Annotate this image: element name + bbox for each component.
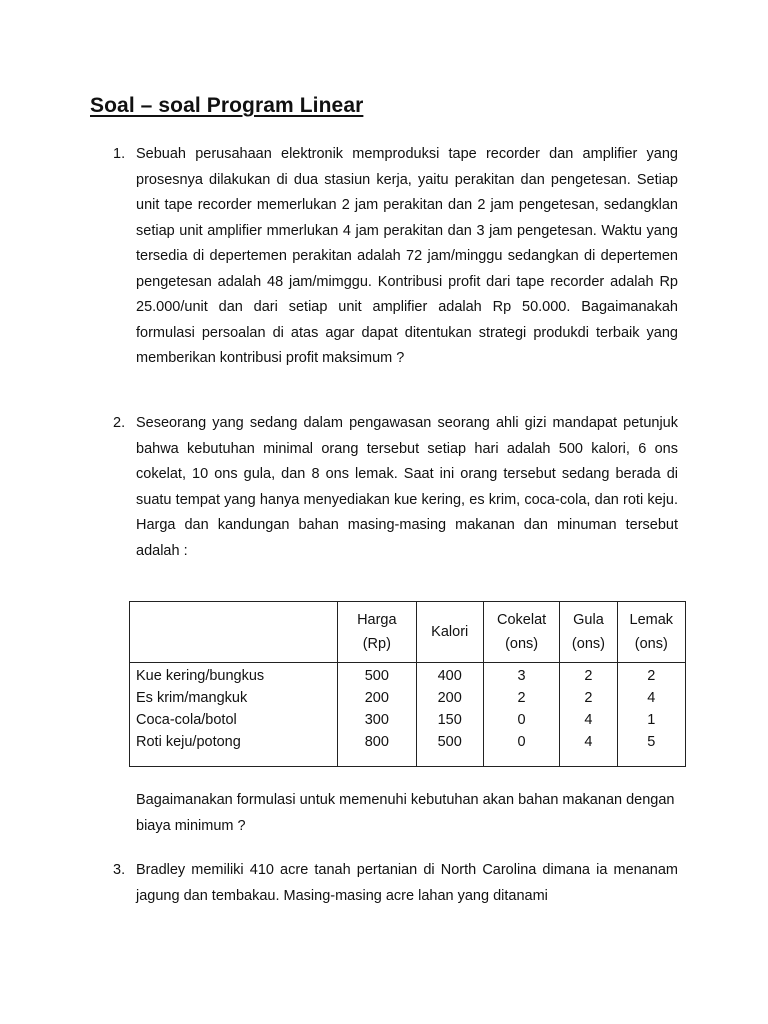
kalori-value: 400 xyxy=(437,668,462,684)
cokelat-column xyxy=(483,663,559,767)
nutrition-table xyxy=(129,601,686,767)
header-lemak-label: Lemak xyxy=(629,612,674,628)
harga-value: 200 xyxy=(364,690,389,706)
header-cokelat-unit: (ons) xyxy=(505,636,539,652)
food-name: Es krim/mangkuk xyxy=(136,690,248,706)
question-2-number: 2. xyxy=(113,415,126,431)
header-gula-unit: (ons) xyxy=(571,636,605,652)
kalori-value: 150 xyxy=(437,712,462,728)
food-name: Coca-cola/botol xyxy=(136,712,237,728)
header-lemak-unit: (ons) xyxy=(634,636,668,652)
table-body-row xyxy=(130,663,686,767)
question-2-text: Seseorang yang sedang dalam pengawasan seorang ahli gizi mandapat petunjuk bahwa kebutuhan minimal orang tersebut setiap hari adalah 500 kalori, 6 ons cokelat, 10 ons gula, dan 8 ons lemak. Saat ini orang tersebut sedang berada di suatu tempat yang hanya menyediakan kue kering, es krim, coca-cola, dan roti keju. Harga dan kandungan bahan masing-masing makanan dan minuman tersebut adalah : xyxy=(136,415,678,559)
table-header-row xyxy=(130,602,686,663)
harga-value: 800 xyxy=(364,734,389,750)
lemak-value: 1 xyxy=(647,712,656,728)
gula-value: 2 xyxy=(584,690,593,706)
food-name: Kue kering/bungkus xyxy=(136,668,265,684)
kalori-value: 200 xyxy=(437,690,462,706)
header-empty-cell xyxy=(130,602,338,663)
header-gula-label: Gula xyxy=(573,612,604,628)
question-1-text: Sebuah perusahaan elektronik memproduksi tape recorder dan amplifier yang prosesnya dilakukan di dua stasiun kerja, yaitu perakitan dan pengetesan. Setiap unit tape recorder memerlukan 2 jam perakitan dan 2 jam pengetesan, sedangklan setiap unit amplifier mmerlukan 4 jam perakitan dan 3 jam pengetesan. Waktu yang tersedia di depertemen perakitan adalah 72 jam/minggu sedangkan di depertemen pengetesan adalah 48 jam/mimggu. Kontribusi profit dari tape recorder adalah Rp 25.000/unit dan dari setiap unit amplifier adalah Rp 50.000. Bagaimanakah formulasi persoalan di atas agar dapat ditentukan strategi produkdi terbaik yang memberikan kontribusi profit maksimum ? xyxy=(136,146,678,366)
header-harga-label: Harga xyxy=(357,612,397,628)
cokelat-value: 2 xyxy=(517,690,526,706)
harga-value: 300 xyxy=(364,712,389,728)
gula-column xyxy=(560,663,617,767)
header-lemak xyxy=(617,602,685,663)
header-gula xyxy=(560,602,617,663)
lemak-value: 4 xyxy=(647,690,656,706)
lemak-value: 5 xyxy=(647,734,656,750)
question-2-followup: Bagaimanakan formulasi untuk memenuhi kebutuhan akan bahan makanan dengan biaya minimum ? xyxy=(136,792,675,834)
cokelat-value: 0 xyxy=(517,712,526,728)
gula-value: 2 xyxy=(584,668,593,684)
cokelat-value: 3 xyxy=(517,668,526,684)
lemak-value: 2 xyxy=(647,668,656,684)
harga-column xyxy=(338,663,416,767)
food-name-column xyxy=(130,663,338,767)
harga-value: 500 xyxy=(364,668,389,684)
header-harga-unit: (Rp) xyxy=(362,636,391,652)
kalori-value: 500 xyxy=(437,734,462,750)
cokelat-value: 0 xyxy=(517,734,526,750)
lemak-column xyxy=(617,663,685,767)
header-cokelat xyxy=(483,602,559,663)
header-cokelat-label: Cokelat xyxy=(497,612,547,628)
gula-value: 4 xyxy=(584,734,593,750)
page-title: Soal – soal Program Linear xyxy=(90,94,364,117)
question-3-text: Bradley memiliki 410 acre tanah pertanian di North Carolina dimana ia menanam jagung dan tembakau. Masing-masing acre lahan yang ditanami xyxy=(136,862,678,904)
question-3-number: 3. xyxy=(113,862,126,878)
header-kalori: Kalori xyxy=(416,602,483,663)
kalori-column xyxy=(416,663,483,767)
food-name: Roti keju/potong xyxy=(136,734,241,750)
header-harga xyxy=(338,602,416,663)
gula-value: 4 xyxy=(584,712,593,728)
question-1-number: 1. xyxy=(113,146,126,162)
